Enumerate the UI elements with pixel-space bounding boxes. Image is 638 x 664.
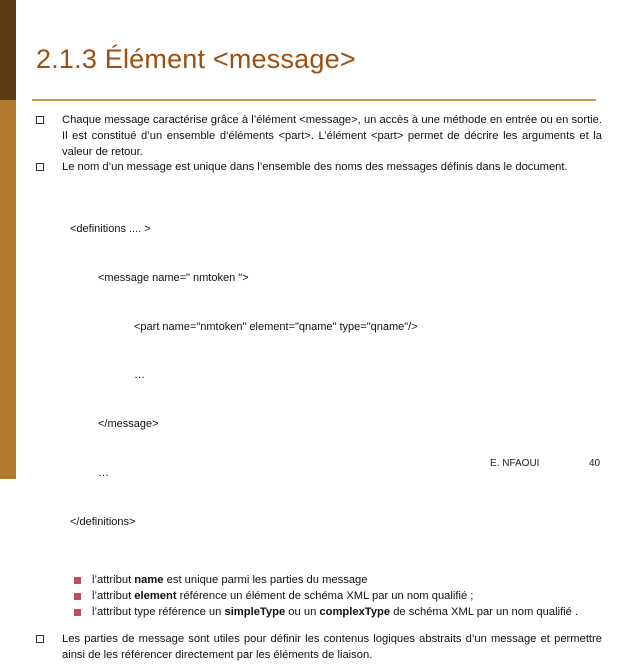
page-number: 40 <box>589 458 601 469</box>
square-bullet-icon <box>74 609 81 616</box>
code-line: <message name=" nmtoken "> <box>98 271 249 284</box>
sub-text: est unique parmi les parties du message <box>163 574 368 587</box>
square-bullet-icon <box>74 577 81 584</box>
code-block <box>70 188 602 563</box>
sub-text: de schéma XML par un nom qualifié . <box>390 605 579 618</box>
checkbox-bullet-icon <box>36 116 44 124</box>
bullet-3 <box>36 632 602 664</box>
sub-bullet-element <box>36 589 602 605</box>
code-line: <part name="nmtoken" element="qname" type="qname"/> <box>134 320 418 333</box>
bullet-3-text: Les parties de message sont utiles pour définir les contenus logiques abstraits d’un message et permettre ainsi de les référencer directement par les éléments de liaison. <box>62 633 602 662</box>
code-line: </message> <box>98 418 159 431</box>
square-bullet-icon <box>74 593 81 600</box>
sub-text: ou un <box>285 605 320 618</box>
spacer <box>36 620 602 632</box>
sub-bullet-type <box>36 605 602 621</box>
code-line: </definitions> <box>70 516 136 529</box>
sub-text: l’attribut <box>92 574 135 587</box>
left-accent-bar <box>0 0 16 479</box>
slide-content <box>36 113 602 664</box>
checkbox-bullet-icon <box>36 635 44 643</box>
slide-title: 2.1.3 Élément <message> <box>36 44 356 74</box>
left-accent-bar-top <box>0 0 16 100</box>
sub-text: l’attribut <box>92 589 135 602</box>
sub-bold: element <box>134 589 177 602</box>
sub-text: référence un élément de schéma XML par un nom qualifié ; <box>176 589 474 602</box>
sub-bold: complexType <box>319 605 391 618</box>
sub-text: l’attribut type référence un <box>92 605 225 618</box>
bullet-2-text: Le nom d’un message est unique dans l’ensemble des noms des messages définis dans le document. <box>62 161 568 174</box>
bullet-1-text: Chaque message caractérise grâce à l’élément <message>, un accès à une méthode en entrée ou en sortie. Il est constitué d’un ensemble d’éléments <part>. L’élément <part> permet de décrire les arguments et la valeur de retour. <box>62 114 602 158</box>
sub-bullet-name <box>36 573 602 589</box>
checkbox-bullet-icon <box>36 163 44 171</box>
sub-bold: name <box>134 574 164 587</box>
title-divider <box>32 99 596 101</box>
footer-author: E. NFAOUI <box>490 458 540 469</box>
bullet-1 <box>36 113 602 160</box>
code-line: … <box>98 467 109 480</box>
code-line: <definitions .... > <box>70 222 151 235</box>
left-accent-bar-bottom <box>0 100 16 479</box>
code-line: … <box>134 369 145 382</box>
bullet-2 <box>36 160 602 176</box>
sub-bold: simpleType <box>224 605 286 618</box>
